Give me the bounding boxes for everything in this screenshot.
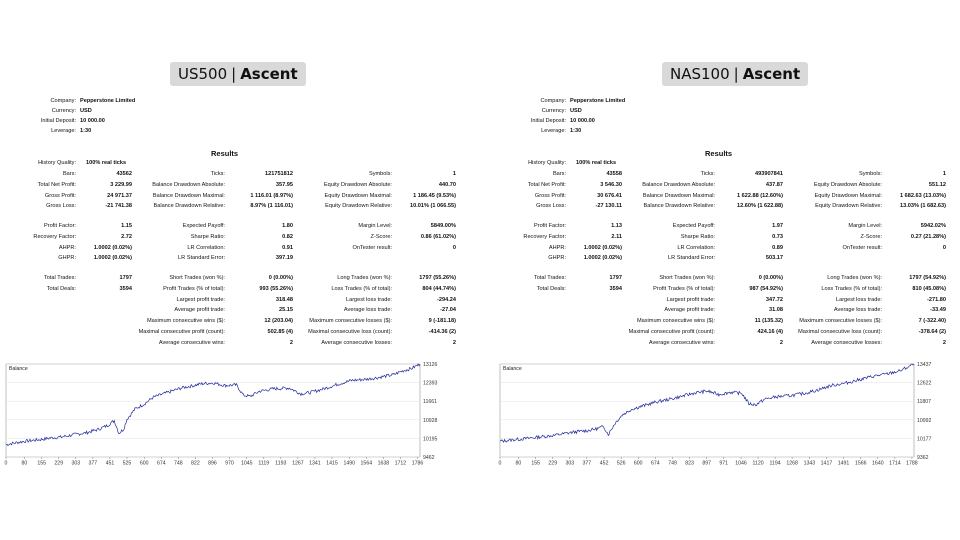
stat-label: Sharpe Ratio: bbox=[190, 233, 225, 240]
y-tick-label: 12393 bbox=[423, 380, 438, 387]
y-tick-label: 11661 bbox=[423, 399, 438, 406]
legend-balance: Balance bbox=[9, 366, 28, 372]
stat-value: 8.97% (1 116.01) bbox=[250, 203, 293, 210]
stat-value: 1.0002 (0.02%) bbox=[93, 244, 132, 251]
stat-value: 0 bbox=[452, 244, 456, 251]
stat-value: 2 bbox=[452, 339, 456, 346]
stat-label: Profit Trades (% of total): bbox=[653, 285, 715, 292]
x-tick-label: 1490 bbox=[343, 460, 356, 467]
info-value: 10 000.00 bbox=[570, 118, 595, 124]
x-tick-label: 0 bbox=[498, 460, 502, 467]
stat-label: Maximum consecutive losses ($): bbox=[309, 318, 392, 325]
stat-value: 2.11 bbox=[611, 233, 622, 240]
stat-label: Maximal consecutive loss (count): bbox=[798, 329, 882, 335]
stat-label: Largest profit trade: bbox=[176, 296, 225, 303]
stat-value: 1 116.01 (8.97%) bbox=[250, 192, 293, 199]
x-tick-label: 1491 bbox=[837, 460, 850, 467]
x-tick-label: 896 bbox=[208, 460, 217, 467]
stat-value: 43562 bbox=[116, 171, 132, 177]
stat-label: Balance Drawdown Maximal: bbox=[642, 192, 715, 199]
stat-value: 424.16 (4) bbox=[757, 329, 783, 335]
stat-value: 357.95 bbox=[275, 181, 293, 188]
stat-value: 810 (45.08%) bbox=[912, 285, 946, 292]
x-tick-label: 674 bbox=[650, 460, 660, 467]
y-tick-label: 9462 bbox=[423, 455, 435, 461]
x-tick-label: 1786 bbox=[411, 460, 424, 467]
stat-label: Equity Drawdown Absolute: bbox=[323, 181, 392, 188]
stat-label: Gross Loss: bbox=[46, 203, 76, 210]
stat-value: 1797 (55.26%) bbox=[419, 275, 456, 281]
x-tick-label: 377 bbox=[88, 460, 98, 467]
stat-label: AHPR: bbox=[58, 244, 76, 251]
y-tick-label: 9362 bbox=[917, 455, 929, 461]
y-tick-label: 11807 bbox=[917, 399, 932, 406]
x-tick-label: 1712 bbox=[394, 460, 407, 467]
stat-value: 804 (44.74%) bbox=[422, 285, 456, 292]
info-label: Currency: bbox=[541, 108, 566, 114]
stat-label: Total Net Profit: bbox=[37, 181, 76, 188]
stat-value: 1.0002 (0.02%) bbox=[583, 255, 622, 262]
info-value: USD bbox=[570, 108, 582, 114]
x-tick-label: 1045 bbox=[240, 460, 253, 467]
stat-value: 347.72 bbox=[765, 296, 783, 303]
history-quality-value: 100% real ticks bbox=[86, 160, 127, 166]
x-tick-label: 1564 bbox=[360, 460, 373, 467]
plot-area bbox=[6, 364, 420, 457]
x-tick-label: 1046 bbox=[735, 460, 747, 467]
stat-value: 318.48 bbox=[275, 296, 293, 303]
balance-chart-svg bbox=[4, 362, 438, 467]
stat-label: Total Deals: bbox=[536, 285, 566, 292]
title-symbol: NAS100 bbox=[670, 65, 730, 83]
balance-chart bbox=[4, 362, 438, 467]
stat-label: GHPR: bbox=[58, 255, 76, 262]
stat-label: Sharpe Ratio: bbox=[680, 233, 715, 240]
stat-label: Z-Score: bbox=[370, 233, 392, 240]
stat-label: Maximum consecutive wins ($): bbox=[146, 318, 225, 325]
x-tick-label: 526 bbox=[616, 460, 626, 467]
x-tick-label: 1120 bbox=[752, 460, 764, 467]
stat-label: Maximal consecutive loss (count): bbox=[308, 329, 392, 335]
x-tick-label: 229 bbox=[548, 460, 558, 467]
stat-value: 397.19 bbox=[275, 255, 293, 262]
x-tick-label: 674 bbox=[156, 460, 166, 467]
stat-label: Bars: bbox=[62, 171, 76, 177]
stat-label: Expected Payoff: bbox=[672, 223, 715, 229]
stat-label: Balance Drawdown Relative: bbox=[153, 203, 225, 210]
y-tick-label: 13437 bbox=[917, 362, 932, 368]
title-strategy: Ascent bbox=[742, 65, 801, 83]
stat-value: 3594 bbox=[119, 285, 132, 292]
x-tick-label: 1341 bbox=[309, 460, 321, 467]
stat-label: Largest loss trade: bbox=[835, 296, 882, 303]
x-tick-label: 1267 bbox=[292, 460, 304, 467]
x-tick-label: 970 bbox=[225, 460, 234, 467]
stat-label: Recovery Factor: bbox=[523, 233, 566, 240]
stat-value: 1797 bbox=[119, 275, 132, 281]
stat-label: Balance Drawdown Absolute: bbox=[642, 181, 715, 188]
title-separator: | bbox=[231, 65, 237, 83]
stat-value: 1.0002 (0.02%) bbox=[93, 255, 132, 262]
stat-value: -378.64 (2) bbox=[918, 329, 946, 335]
x-tick-label: 748 bbox=[173, 460, 183, 467]
stat-value: 3 229.99 bbox=[110, 181, 132, 188]
title-symbol: US500 bbox=[178, 65, 228, 83]
stat-label: Profit Factor: bbox=[43, 223, 76, 229]
info-value: 1:30 bbox=[80, 128, 92, 134]
stat-value: 437.87 bbox=[765, 181, 783, 188]
stat-label: Average consecutive wins: bbox=[158, 339, 225, 346]
stat-label: Maximal consecutive profit (count): bbox=[138, 329, 225, 335]
stat-value: 987 (54.92%) bbox=[749, 285, 783, 292]
stat-value: 493907841 bbox=[755, 171, 783, 177]
stat-value: 11 (135.32) bbox=[754, 318, 783, 325]
stat-value: 1 bbox=[452, 171, 456, 177]
stat-label: Largest loss trade: bbox=[345, 296, 392, 303]
stat-label: LR Standard Error: bbox=[178, 255, 225, 262]
stat-label: Long Trades (won %): bbox=[827, 275, 882, 281]
stat-label: LR Standard Error: bbox=[668, 255, 715, 262]
x-tick-label: 1638 bbox=[377, 460, 390, 467]
stat-label: Loss Trades (% of total): bbox=[821, 285, 882, 292]
stat-value: 993 (55.26%) bbox=[259, 285, 293, 292]
stat-value: 9 (-181.18) bbox=[428, 318, 456, 325]
stat-label: Long Trades (won %): bbox=[337, 275, 392, 281]
stat-label: Equity Drawdown Maximal: bbox=[324, 192, 392, 199]
x-tick-label: 600 bbox=[633, 460, 643, 467]
x-tick-label: 1268 bbox=[786, 460, 798, 467]
info-value: Pepperstone Limited bbox=[80, 98, 136, 104]
stat-value: 5942.02% bbox=[920, 223, 946, 229]
stat-value: -414.36 (2) bbox=[428, 329, 456, 335]
stat-label: Recovery Factor: bbox=[33, 233, 76, 240]
stat-value: 2.72 bbox=[121, 233, 132, 240]
x-tick-label: 749 bbox=[668, 460, 677, 467]
info-label: Initial Deposit: bbox=[40, 118, 76, 124]
stat-label: Short Trades (won %): bbox=[659, 275, 715, 281]
info-value: 10 000.00 bbox=[80, 118, 105, 124]
x-tick-label: 1343 bbox=[803, 460, 816, 467]
stat-value: 31.08 bbox=[769, 307, 783, 314]
title-separator: | bbox=[733, 65, 739, 83]
stat-label: Margin Level: bbox=[358, 223, 392, 229]
stat-value: -294.24 bbox=[437, 296, 456, 303]
y-tick-label: 12622 bbox=[917, 380, 932, 387]
stat-value: 43558 bbox=[606, 171, 622, 177]
stat-value: 0.89 bbox=[772, 244, 783, 251]
history-quality-label: History Quality: bbox=[38, 160, 76, 166]
info-label: Company: bbox=[540, 98, 566, 104]
x-tick-label: 1193 bbox=[275, 460, 287, 467]
stat-label: Largest profit trade: bbox=[666, 296, 715, 303]
stat-value: 0 (0.00%) bbox=[268, 275, 293, 281]
stat-value: 1.13 bbox=[611, 223, 622, 229]
x-tick-label: 1566 bbox=[855, 460, 867, 467]
stat-label: Total Trades: bbox=[43, 275, 76, 281]
stat-value: 13.03% (1 682.63) bbox=[899, 203, 946, 210]
stat-label: Equity Drawdown Maximal: bbox=[814, 192, 882, 199]
stat-value: -271.80 bbox=[927, 296, 946, 303]
info-value: 1:30 bbox=[570, 128, 582, 134]
stat-label: Margin Level: bbox=[848, 223, 882, 229]
stat-label: Balance Drawdown Absolute: bbox=[152, 181, 225, 188]
stat-label: Gross Profit: bbox=[44, 192, 76, 199]
stat-value: -21 741.38 bbox=[105, 203, 132, 210]
stat-label: Profit Trades (% of total): bbox=[163, 285, 225, 292]
stat-label: Ticks: bbox=[700, 171, 715, 177]
stat-label: Total Deals: bbox=[46, 285, 76, 292]
stat-label: Gross Profit: bbox=[534, 192, 566, 199]
stat-label: Average profit trade: bbox=[174, 307, 225, 314]
report-title bbox=[662, 62, 808, 86]
stat-value: 1 bbox=[942, 171, 946, 177]
stat-value: 2 bbox=[779, 339, 783, 346]
stat-value: 0 bbox=[942, 244, 946, 251]
stat-value: 1 622.88 (12.60%) bbox=[736, 192, 783, 199]
stat-value: 503.17 bbox=[765, 255, 783, 262]
stat-value: 440.70 bbox=[438, 181, 456, 188]
balance-chart bbox=[498, 362, 932, 467]
stat-label: LR Correlation: bbox=[187, 244, 225, 251]
x-tick-label: 897 bbox=[702, 460, 711, 467]
info-label: Currency: bbox=[51, 108, 76, 114]
stat-value: 0 (0.00%) bbox=[758, 275, 783, 281]
results-title: Results bbox=[211, 149, 239, 158]
info-label: Company: bbox=[50, 98, 76, 104]
info-value: USD bbox=[80, 108, 92, 114]
x-tick-label: 80 bbox=[515, 460, 522, 467]
stat-label: Equity Drawdown Relative: bbox=[325, 203, 392, 210]
stat-label: Balance Drawdown Relative: bbox=[643, 203, 715, 210]
info-label: Leverage: bbox=[541, 128, 566, 134]
stat-label: Gross Loss: bbox=[536, 203, 566, 210]
x-tick-label: 303 bbox=[565, 460, 575, 467]
stat-label: Average consecutive losses: bbox=[321, 339, 392, 346]
stat-value: 1.80 bbox=[282, 223, 293, 229]
stat-value: 121751812 bbox=[265, 171, 293, 177]
stat-value: 0.27 (21.28%) bbox=[910, 233, 946, 240]
stat-label: Symbols: bbox=[368, 171, 392, 177]
stat-label: Z-Score: bbox=[860, 233, 882, 240]
title-strategy: Ascent bbox=[240, 65, 298, 83]
stat-value: 1797 (54.92%) bbox=[909, 275, 946, 281]
stat-label: Average consecutive losses: bbox=[811, 339, 882, 346]
stat-label: Average consecutive wins: bbox=[648, 339, 715, 346]
x-tick-label: 1119 bbox=[258, 460, 270, 467]
stat-value: -33.49 bbox=[930, 307, 946, 314]
stat-value: 1.15 bbox=[121, 223, 132, 229]
x-tick-label: 155 bbox=[37, 460, 47, 467]
results-title: Results bbox=[705, 149, 733, 158]
x-tick-label: 0 bbox=[4, 460, 8, 467]
y-tick-label: 10992 bbox=[917, 417, 932, 424]
stat-value: 0.82 bbox=[282, 233, 293, 240]
stat-value: 0.73 bbox=[772, 233, 783, 240]
x-tick-label: 823 bbox=[685, 460, 694, 467]
info-value: Pepperstone Limited bbox=[570, 98, 626, 104]
stat-value: 24 971.37 bbox=[107, 192, 132, 199]
stat-label: Maximal consecutive profit (count): bbox=[628, 329, 715, 335]
info-label: Leverage: bbox=[51, 128, 76, 134]
stat-value: 3594 bbox=[609, 285, 622, 292]
stat-value: 5849.00% bbox=[430, 223, 456, 229]
x-tick-label: 600 bbox=[139, 460, 149, 467]
y-tick-label: 10928 bbox=[423, 417, 438, 424]
stat-value: 3 546.30 bbox=[600, 181, 622, 188]
x-tick-label: 80 bbox=[21, 460, 28, 467]
x-tick-label: 971 bbox=[719, 460, 729, 467]
stat-label: Profit Factor: bbox=[533, 223, 566, 229]
stat-label: Short Trades (won %): bbox=[169, 275, 225, 281]
x-tick-label: 451 bbox=[105, 460, 115, 467]
stat-value: 502.85 (4) bbox=[267, 329, 293, 335]
legend-balance: Balance bbox=[503, 366, 522, 372]
stat-label: Average loss trade: bbox=[343, 307, 392, 314]
balance-chart-svg bbox=[498, 362, 932, 467]
stat-value: 1.0002 (0.02%) bbox=[583, 244, 622, 251]
stat-label: Equity Drawdown Relative: bbox=[815, 203, 882, 210]
plot-area bbox=[500, 364, 914, 457]
stat-value: 25.15 bbox=[279, 307, 293, 314]
stat-value: 0.86 (61.02%) bbox=[420, 233, 456, 240]
y-tick-label: 13126 bbox=[423, 362, 438, 368]
stat-label: OnTester result: bbox=[842, 244, 882, 251]
x-tick-label: 229 bbox=[54, 460, 64, 467]
history-quality-label: History Quality: bbox=[528, 160, 566, 166]
x-tick-label: 155 bbox=[531, 460, 541, 467]
x-tick-label: 377 bbox=[582, 460, 592, 467]
stat-value: 2 bbox=[942, 339, 946, 346]
x-tick-label: 1417 bbox=[820, 460, 833, 467]
history-quality-value: 100% real ticks bbox=[576, 160, 617, 166]
info-label: Initial Deposit: bbox=[530, 118, 566, 124]
stat-value: 551.12 bbox=[928, 181, 946, 188]
stat-value: -27.04 bbox=[440, 307, 456, 314]
report-panel-nas100 bbox=[490, 0, 960, 540]
x-tick-label: 452 bbox=[599, 460, 609, 467]
stat-label: AHPR: bbox=[548, 244, 566, 251]
stat-label: Bars: bbox=[552, 171, 566, 177]
stat-value: 1797 bbox=[609, 275, 622, 281]
stat-value: 1.97 bbox=[772, 223, 783, 229]
stat-label: Balance Drawdown Maximal: bbox=[152, 192, 225, 199]
x-tick-label: 822 bbox=[191, 460, 200, 467]
report-title bbox=[170, 62, 306, 86]
x-tick-label: 1788 bbox=[906, 460, 918, 467]
report-panel-us500 bbox=[0, 0, 470, 540]
stat-label: Equity Drawdown Absolute: bbox=[813, 181, 882, 188]
stat-label: Expected Payoff: bbox=[182, 223, 225, 229]
stat-value: -27 130.11 bbox=[595, 203, 622, 210]
x-tick-label: 1640 bbox=[872, 460, 884, 467]
stat-value: 30 676.41 bbox=[597, 192, 622, 199]
stat-label: Average loss trade: bbox=[833, 307, 882, 314]
stat-value: 12.60% (1 622.88) bbox=[736, 203, 783, 210]
stat-label: Average profit trade: bbox=[664, 307, 715, 314]
stat-value: 12 (203.04) bbox=[264, 318, 293, 325]
stat-value: 7 (-322.40) bbox=[918, 318, 946, 325]
x-tick-label: 525 bbox=[122, 460, 132, 467]
y-tick-label: 10195 bbox=[423, 436, 438, 443]
stat-value: 1 682.63 (13.03%) bbox=[899, 192, 946, 199]
x-tick-label: 1194 bbox=[769, 460, 781, 467]
stat-label: Total Net Profit: bbox=[527, 181, 566, 188]
x-tick-label: 303 bbox=[71, 460, 81, 467]
stat-label: Maximum consecutive wins ($): bbox=[636, 318, 715, 325]
stat-label: GHPR: bbox=[548, 255, 566, 262]
stat-value: 2 bbox=[289, 339, 293, 346]
stat-label: Total Trades: bbox=[533, 275, 566, 281]
stat-value: 0.91 bbox=[282, 244, 293, 251]
stat-label: LR Correlation: bbox=[677, 244, 715, 251]
stat-label: Maximum consecutive losses ($): bbox=[799, 318, 882, 325]
stat-label: Symbols: bbox=[858, 171, 882, 177]
stat-value: 10.01% (1 066.55) bbox=[409, 203, 456, 210]
stat-label: Loss Trades (% of total): bbox=[331, 285, 392, 292]
stat-value: 1 186.45 (9.53%) bbox=[413, 192, 456, 199]
y-tick-label: 10177 bbox=[917, 436, 932, 443]
x-tick-label: 1415 bbox=[326, 460, 338, 467]
x-tick-label: 1714 bbox=[889, 460, 901, 467]
stat-label: OnTester result: bbox=[352, 244, 392, 251]
stat-label: Ticks: bbox=[210, 171, 225, 177]
